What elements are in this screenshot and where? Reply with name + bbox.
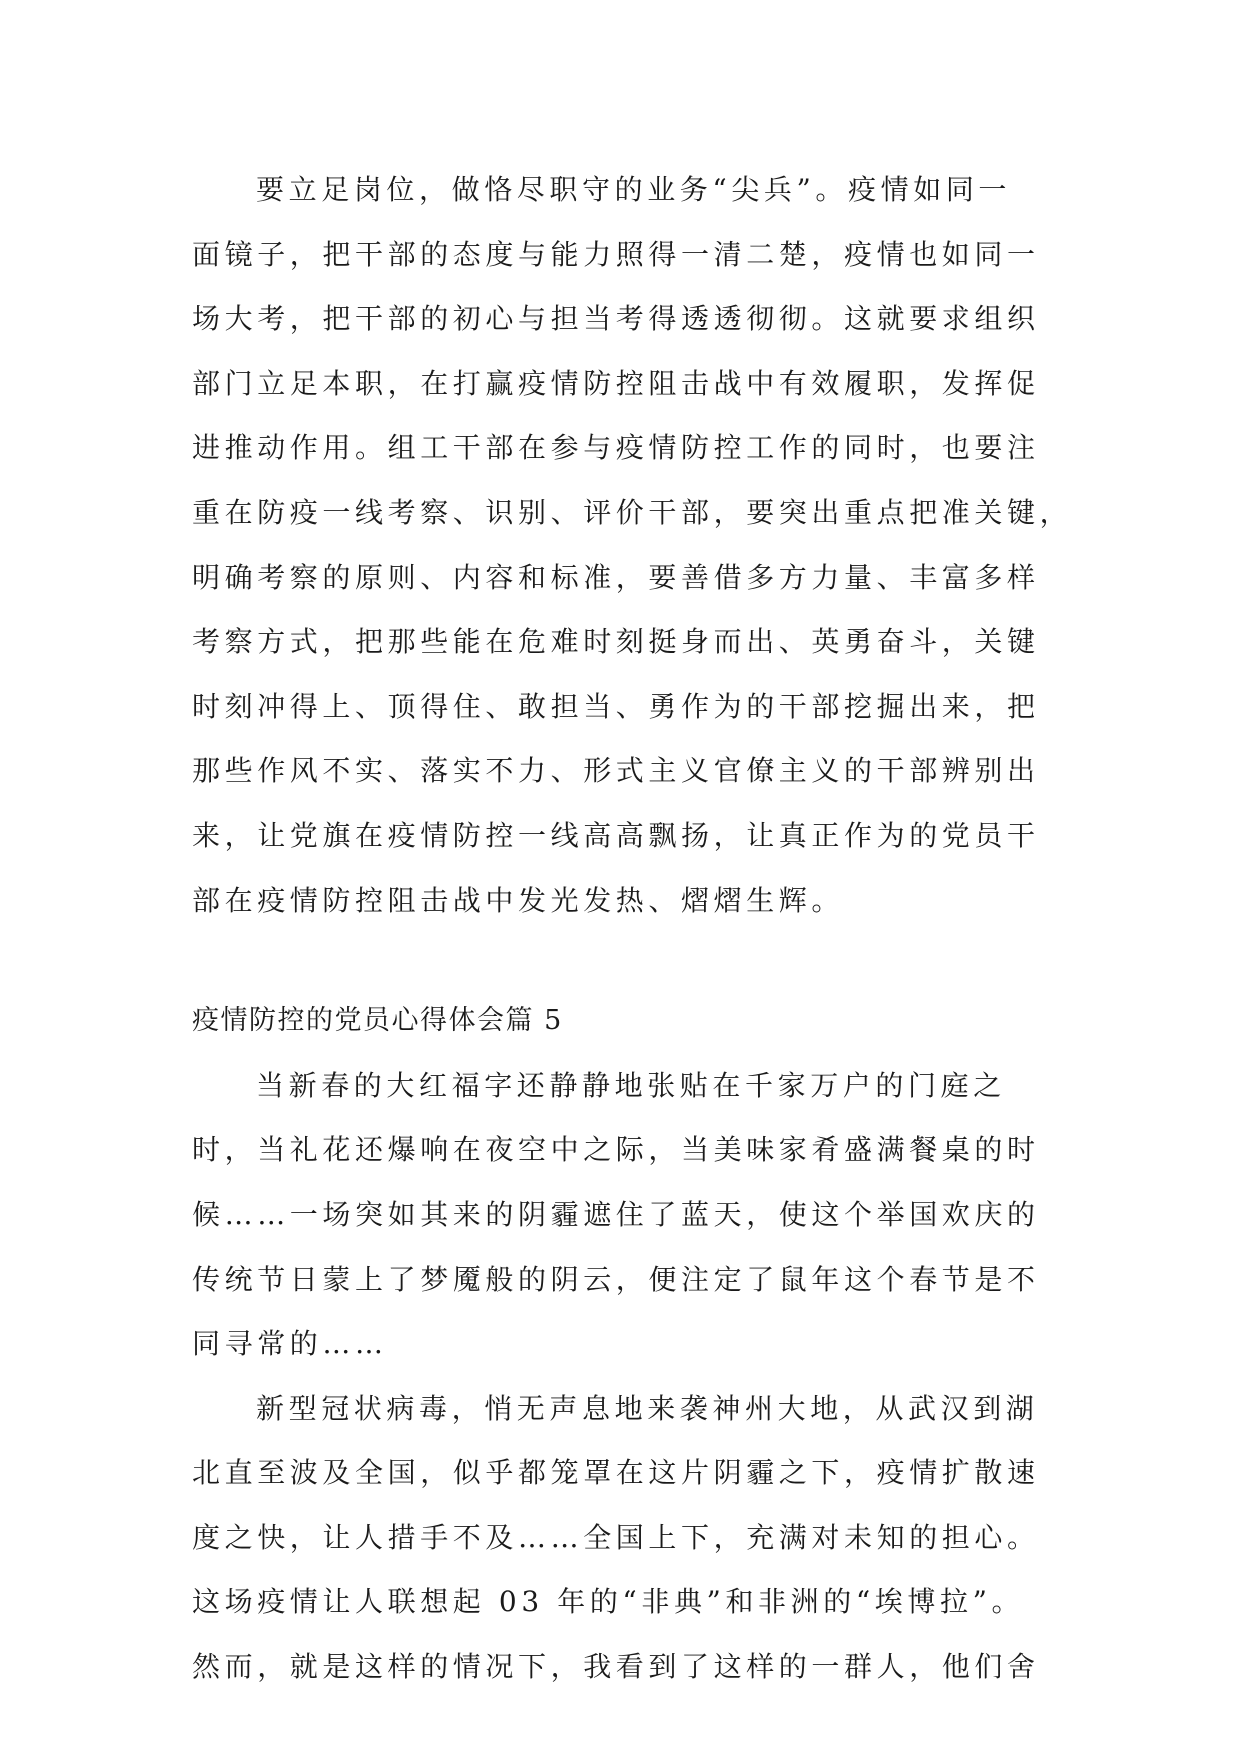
paragraph-line: 时刻冲得上、顶得住、敢担当、勇作为的干部挖掘出来，把 bbox=[192, 689, 1040, 723]
paragraph-line: 度之快，让人措手不及……全国上下，充满对未知的担心。 bbox=[192, 1520, 1040, 1554]
paragraph-line: 明确考察的原则、内容和标准，要善借多方力量、丰富多样 bbox=[192, 560, 1040, 594]
paragraph-line: 场大考，把干部的初心与担当考得透透彻彻。这就要求组织 bbox=[192, 302, 1040, 336]
paragraph-line: 时，当礼花还爆响在夜空中之际，当美味家肴盛满餐桌的时 bbox=[192, 1133, 1040, 1167]
paragraph-3 bbox=[192, 1377, 1052, 1700]
paragraph-1 bbox=[192, 158, 1073, 933]
paragraph-line: 这场疫情让人联想起 03 年的“非典”和非洲的“埃博拉”。 bbox=[192, 1585, 1025, 1619]
section-heading: 疫情防控的党员心得体会篇 5 bbox=[192, 1005, 563, 1037]
paragraph-line: 候……一场突如其来的阴霾遮住了蓝天，使这个举国欢庆的 bbox=[192, 1197, 1040, 1231]
paragraph-line: 部在疫情防控阻击战中发光发热、熠熠生辉。 bbox=[192, 883, 845, 917]
paragraph-line: 新型冠状病毒，悄无声息地来袭神州大地，从武汉到湖 bbox=[256, 1391, 1039, 1425]
paragraph-line: 重在防疫一线考察、识别、评价干部，要突出重点把准关键， bbox=[192, 495, 1073, 529]
paragraph-line: 部门立足本职，在打赢疫情防控阻击战中有效履职，发挥促 bbox=[192, 366, 1040, 400]
paragraph-line: 那些作风不实、落实不力、形式主义官僚主义的干部辨别出 bbox=[192, 754, 1040, 788]
paragraph-line: 要立足岗位，做恪尽职守的业务“尖兵”。疫情如同一 bbox=[256, 173, 1012, 206]
paragraph-line: 面镜子，把干部的态度与能力照得一清二楚，疫情也如同一 bbox=[192, 237, 1040, 271]
paragraph-line: 传统节日蒙上了梦魇般的阴云，便注定了鼠年这个春节是不 bbox=[192, 1262, 1040, 1296]
paragraph-line: 然而，就是这样的情况下，我看到了这样的一群人，他们舍 bbox=[192, 1650, 1040, 1684]
document-body bbox=[192, 158, 1073, 1700]
paragraph-line: 北直至波及全国，似乎都笼罩在这片阴霾之下，疫情扩散速 bbox=[192, 1456, 1040, 1490]
paragraph-2 bbox=[192, 1054, 1052, 1377]
paragraph-line: 考察方式，把那些能在危难时刻挺身而出、英勇奋斗，关键 bbox=[192, 625, 1040, 659]
paragraph-line: 同寻常的…… bbox=[192, 1327, 388, 1361]
paragraph-line: 当新春的大红福字还静静地张贴在千家万户的门庭之 bbox=[256, 1068, 1006, 1102]
paragraph-line: 来，让党旗在疫情防控一线高高飘扬，让真正作为的党员干 bbox=[192, 818, 1040, 852]
paragraph-line: 进推动作用。组工干部在参与疫情防控工作的同时，也要注 bbox=[192, 431, 1040, 465]
